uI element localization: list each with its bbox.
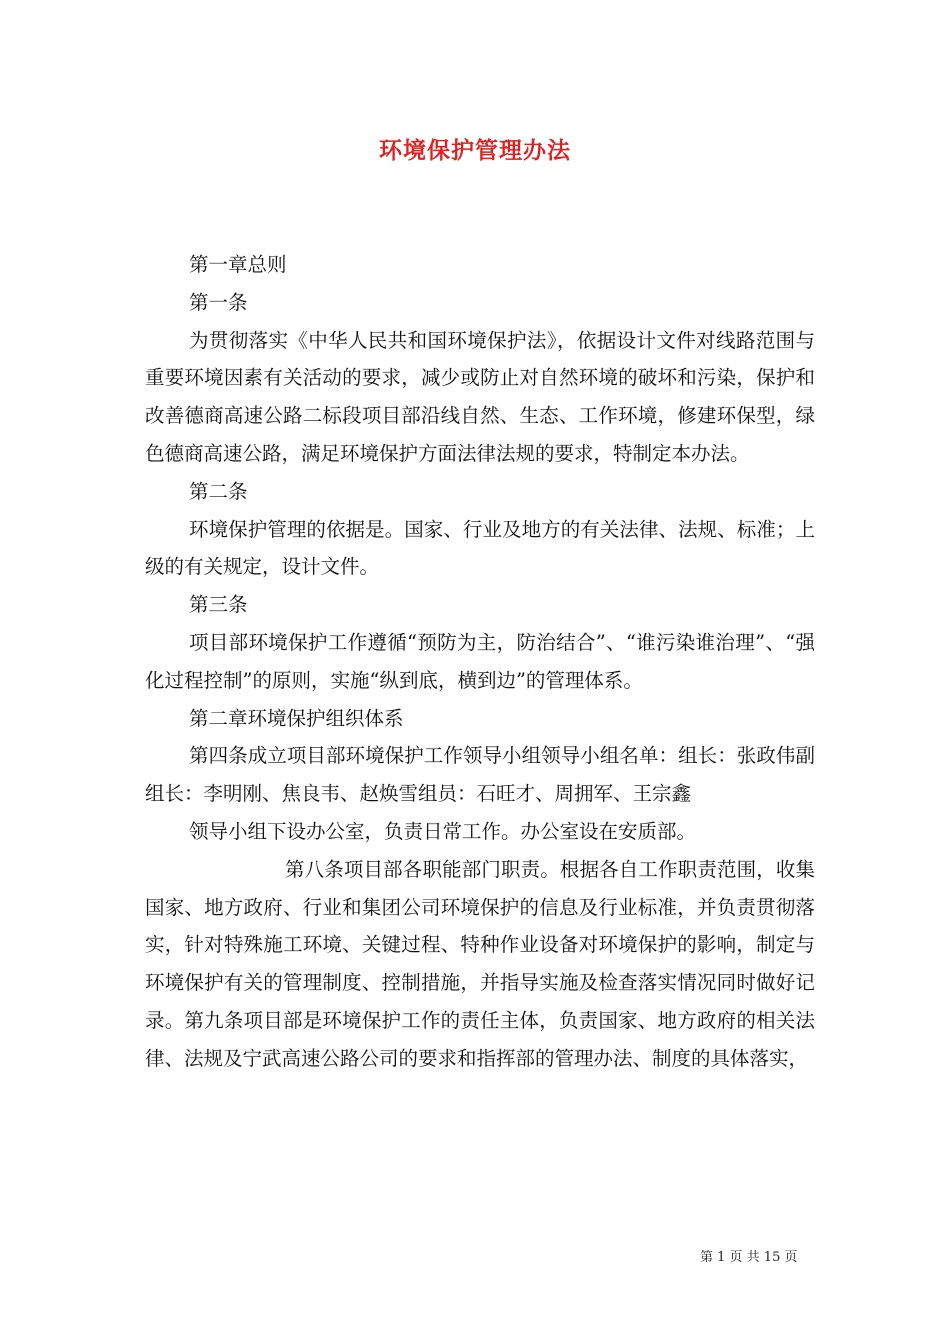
article-heading: 第二条 [189, 479, 248, 503]
article-heading: 第三条 [189, 593, 248, 617]
body-paragraph: 领导小组下设办公室，负责日常工作。办公室设在安质部。 [189, 819, 697, 843]
chapter-heading: 第一章总则 [189, 253, 287, 276]
body-paragraph: 第四条成立项目部环境保护工作领导小组领导小组名单：组长：张政伟副组长：李明刚、焦良韦、赵焕雪组员：石旺才、周拥军、王宗鑫 [145, 744, 815, 806]
document-body [145, 246, 815, 1078]
page-number-footer: 第 1 页 共 15 页 [700, 1250, 798, 1265]
body-paragraph: 环境保护管理的依据是。国家、行业及地方的有关法律、法规、标准；上级的有关规定，设计文件。 [145, 517, 815, 579]
article-heading: 第一条 [189, 290, 248, 314]
document-title: 环境保护管理办法 [379, 137, 571, 164]
body-paragraph: 第八条项目部各职能部门职责。根据各自工作职责范围，收集国家、地方政府、行业和集团公司环境保护的信息及行业标准，并负责贯彻落实，针对特殊施工环境、关键过程、特种作业设备对环境保护的影响，制定与环境保护有关的管理制度、控制措施，并指导实施及检查落实情况同时做好记录。第九条项目部是环境保护工作的责任主体，负责国家、地方政府的相关法律、法规及宁武高速公路公司的要求和指挥部的管理办法、制度的具体落实， [145, 857, 815, 1070]
chapter-heading: 第二章环境保护组织体系 [189, 706, 404, 730]
body-paragraph: 为贯彻落实《中华人民共和国环境保护法》，依据设计文件对线路范围与重要环境因素有关活动的要求，减少或防止对自然环境的破坏和污染，保护和改善德商高速公路二标段项目部沿线自然、生态、工作环境，修建环保型，绿色德商高速公路，满足环境保护方面法律法规的要求，特制定本办法。 [145, 328, 815, 465]
body-paragraph: 项目部环境保护工作遵循“预防为主，防治结合”、“谁污染谁治理”、“强化过程控制”的原则，实施“纵到底，横到边”的管理体系。 [145, 630, 815, 692]
